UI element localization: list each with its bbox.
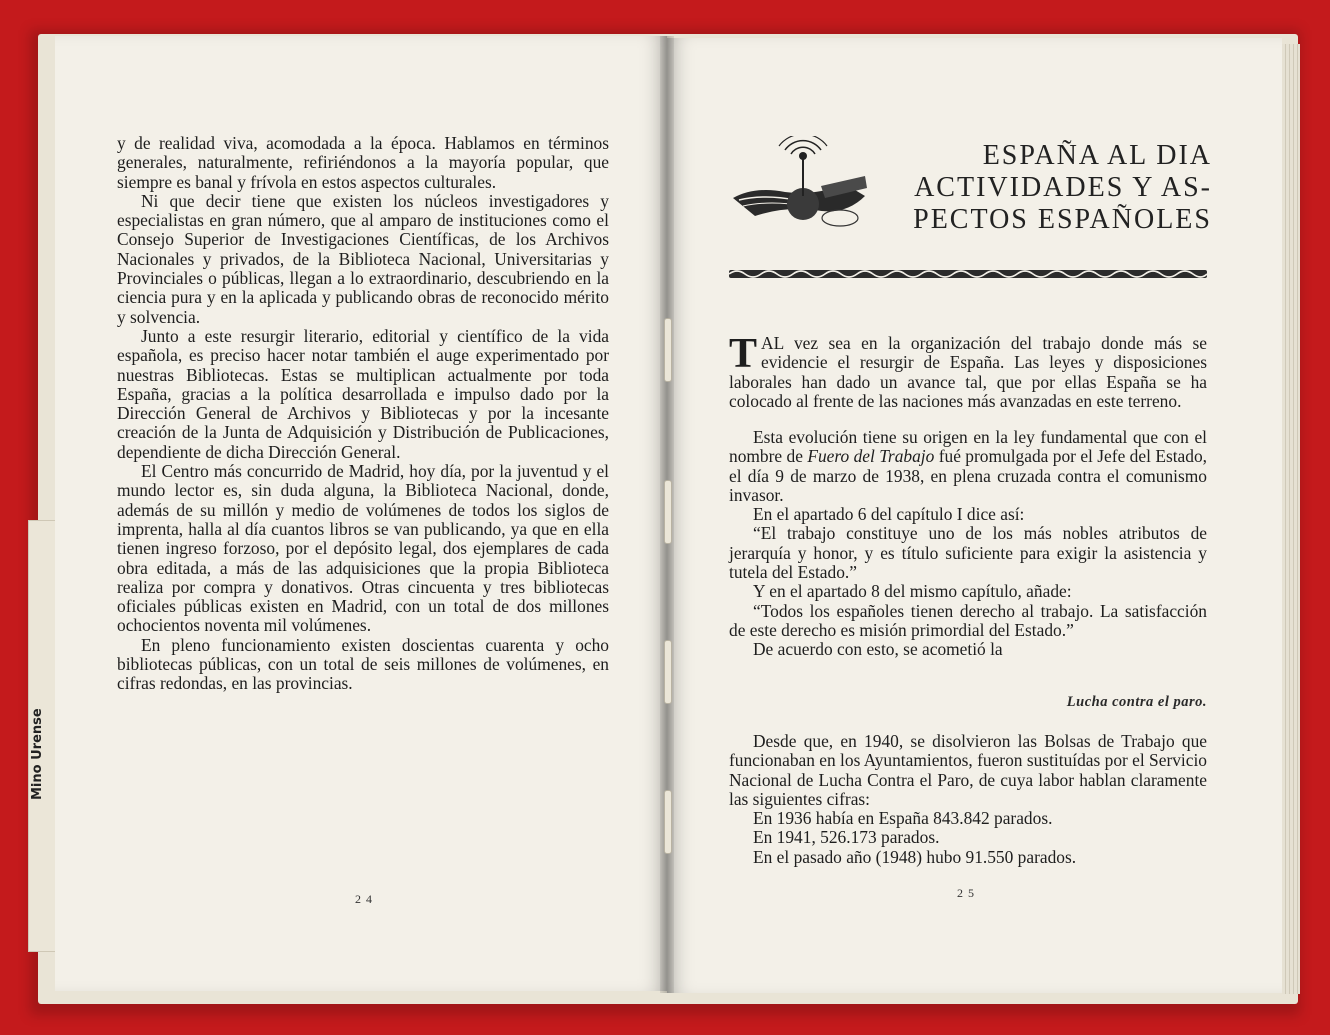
- left-page: [55, 36, 667, 991]
- subheading: Lucha contra el paro.: [1066, 694, 1207, 710]
- paragraph: Ni que decir tiene que existen los núcleos investigadores y especialistas en gran número, que al amparo de instituciones como el Consejo Superior de Investigaciones Científicas, de los Archivos Nacionales y privados, de la Biblioteca Nacional, Universitarias y Provinciales o públicas, llegan a lo extraordinario, descubriendo en la ciencia pura y en la aplicada y publicando obras de reconocido mérito y solvencia.: [117, 190, 609, 327]
- stat-line: En 1936 había en España 843.842 parados.: [753, 808, 1053, 829]
- binding-stitch: [664, 640, 672, 704]
- paragraph: [729, 428, 1207, 505]
- stat-line: En 1941, 526.173 parados.: [753, 827, 940, 848]
- stat-line: En el pasado año (1948) hubo 91.550 parados.: [753, 846, 1077, 867]
- left-page-text: [117, 134, 609, 694]
- lead-paragraph: [729, 331, 1207, 411]
- paragraph: y de realidad viva, acomodada a la época. Hablamos en términos generales, naturalmente, refiriéndonos a la mayoría popular, que siempre es banal y frívola en estos aspectos culturales.: [117, 133, 609, 192]
- page-number: 25: [957, 886, 979, 900]
- paragraph: Desde que, en 1940, se disolvieron las Bolsas de Trabajo que funcionaban en los Ayuntamientos, fueron sustituídas por el Servicio Nacional de Lucha Contra el Paro, de cuya labor hablan claramente las siguientes cifras:: [729, 731, 1208, 809]
- paragraph: En pleno funcionamiento existen doscientas cuarenta y ocho bibliotecas públicas, con un total de seis millones de volúmenes, en cifras redondas, en las provincias.: [117, 634, 609, 694]
- drop-cap: T: [729, 331, 758, 377]
- section-title: [832, 140, 1212, 236]
- page-edges: [1282, 44, 1300, 994]
- paragraph: En el apartado 6 del capítulo I dice así:: [753, 504, 1025, 525]
- title-line: ACTIVIDADES Y AS-: [914, 172, 1212, 203]
- paragraph: De acuerdo con esto, se acometió la: [753, 639, 1003, 660]
- paragraph: El Centro más concurrido de Madrid, hoy día, por la juventud y el mundo lector es, sin duda alguna, la Biblioteca Nacional, donde, además de su millón y medio de volúmenes de todos los siglos de imprenta, halla al día cuantos libros se van publicando, ya que en ella tienen ingreso forzoso, por el depósito legal, dos ejemplares de cada obra editada, a más de las adquisiciones que la propia Biblioteca realiza por compra y donativos. Otras cincuenta y tres bibliotecas oficiales públicas existen en Madrid, con un total de dos millones ochocientos noventa mil volúmenes.: [117, 461, 609, 636]
- quote: “Todos los españoles tienen derecho al trabajo. La satisfacción de este derecho es misión primordial del Estado.”: [729, 600, 1207, 640]
- right-page-text: [729, 428, 1207, 660]
- binding-stitch: [664, 318, 672, 382]
- quote: “El trabajo constituye uno de los más nobles atributos de jerarquía y honor, y es título suficiente para exigir la asistencia y tutela del Estado.”: [729, 523, 1207, 583]
- page-number: 24: [355, 892, 377, 906]
- lead-text: AL vez sea en la organización del trabajo donde más se evidencie el resurgir de España. Las leyes y disposiciones laborales han dado un avance tal, que por ellas España se ha colocado al frente de las naciones más avanzadas en este terreno.: [729, 333, 1207, 411]
- binding-stitch: [664, 790, 672, 854]
- binding-stitch: [664, 480, 672, 544]
- paragraph-part: fué promulgada por el Jefe del Estado, el día 9 de marzo de 1938, en plena cruzada contra el comunismo invasor.: [729, 446, 1207, 505]
- right-page: [667, 38, 1282, 993]
- paragraph: Y en el apartado 8 del mismo capítulo, añade:: [753, 581, 1072, 602]
- title-line: ESPAÑA AL DIA: [982, 140, 1212, 171]
- stub-text: Mino Urense: [30, 708, 45, 800]
- law-title: Fuero del Trabajo: [807, 446, 935, 467]
- title-line: PECTOS ESPAÑOLES: [913, 204, 1212, 235]
- right-page-lower-text: [729, 732, 1207, 867]
- paragraph: Junto a este resurgir literario, editorial y científico de la vida española, es preciso hacer notar también el auge experimentado por nuestras Bibliotecas. Estas se multiplican actualmente por toda España, gracias a la política desarrollada e impulso dado por la Dirección General de Archivos y Bibliotecas y por la incesante creación de la Junta de Adquisición y Distribución de Publicaciones, dependiente de dicha Dirección General.: [117, 325, 609, 462]
- decorative-rule: [729, 266, 1207, 282]
- paragraph-part: Esta evolución tiene su origen en la ley fundamental que con el nombre de: [729, 427, 1207, 467]
